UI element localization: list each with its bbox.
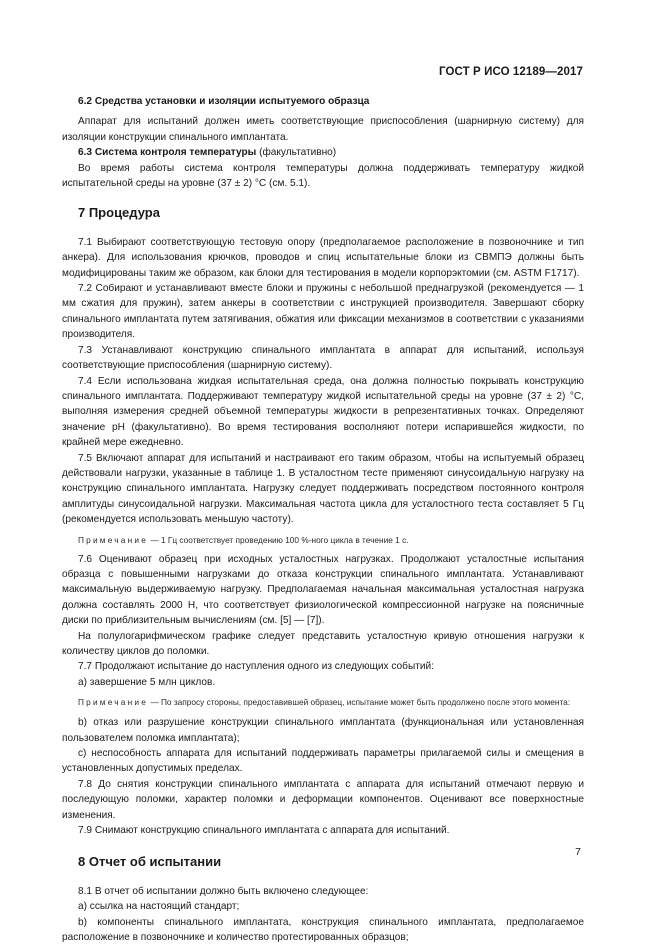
paragraph-7-6-graph: На полулогарифмическом графике следует представить усталостную кривую отношения нагрузки к количеству циклов до поломки. [62,630,584,657]
paragraph-7-2: 7.2 Собирают и устанавливают вместе блоки и пружины с небольшой преднагрузкой (рекомендуется — 1 мм сжатия для пружин), затем анкеры в соответствии с инструкцией производителя. Завершают сборку спинального имплантата путем затягивания, обжатия или фиксации механизмов в соответствии с указаниями производителя. [62,283,584,341]
paragraph-7-6: 7.6 Оценивают образец при исходных усталостных нагрузках. Продолжают усталостные испытания образца с повышенными нагрузками до отказа конструкции спинального имплантата. Устанавливают максимальную выдерживаемую нагрузку. Предполагаемая начальная максимальная усталостная нагрузка должна составлять 2000 Н, что соответствует физиологической компрессионной нагрузке на поясничные диски по приблизительным вычислениям (см. [5] — [7]). [62,553,584,627]
paragraph-8-1: 8.1 В отчет об испытании должно быть включено следующее: [78,885,369,897]
list-item-8-1-a: а) ссылка на настоящий стандарт; [78,901,240,913]
list-item-7-7-b: b) отказ или разрушение конструкции спинального имплантата (функциональная или установленная пользователем поломка имплантата); [62,717,584,744]
note-2 [62,695,584,709]
page-number: 7 [575,846,581,858]
document-id: ГОСТ Р ИСО 12189—2017 [438,66,583,78]
paragraph-7-3: 7.3 Устанавливают конструкцию спинального имплантата в аппарат для испытаний, используя соответствующие приспособления (шарнирную систему). [62,344,584,372]
paragraph-7-4: 7.4 Если использована жидкая испытательная среда, она должна полностью покрывать конструкцию спинального имплантата. Поддерживают температуру жидкой испытательной среды на уровне (37 ± 2) °С, выполняя измерения средней объемной температуры жидкости в репрезентативных точках. Определяют значение pH (факультативно). Во время тестирования восполняют потери испарившейся жидкости, по крайней мере ежедневно. [62,375,584,449]
subsection-6-3-suffix: (факультативно) [256,147,337,159]
section-7-heading: 7 Процедура [78,205,160,221]
note-2-label: Примечание [78,697,149,708]
note-2-text: — По запросу стороны, предоставившей образец, испытание может быть продолжено после этого момента: [148,697,571,708]
note-1-label: Примечание [78,534,149,545]
list-item-7-7-a: а) завершение 5 млн циклов. [78,676,216,688]
paragraph-7-7: 7.7 Продолжают испытание до наступления одного из следующих событий: [78,661,434,673]
paragraph-7-8: 7.8 До снятия конструкции спинального имплантата с аппарата для испытаний отмечают первую и последующую поломки, характер поломки и деформации компонентов. Оценивают все поверхностные изменения. [62,778,584,821]
subsection-6-2-heading: 6.2 Средства установки и изоляции испытуемого образца [78,96,370,107]
note-1 [62,533,584,547]
paragraph-7-5: 7.5 Включают аппарат для испытаний и настраивают его таким образом, чтобы на испытуемый образец действовали нагрузки, указанные в таблице 1. В усталостном тесте применяют синусоидальную нагрузку на конструкцию спинального имплантата. Нагрузку следует поддерживать посредством постоянного контроля амплитуды синусоидальной нагрузки. Максимальная частота цикла для усталостного теста составляет 5 Гц (рекомендуется использовать меньшую частоту). [62,452,584,526]
section-8-heading: 8 Отчет об испытании [78,854,222,870]
subsection-6-3-title: 6.3 Система контроля температуры [78,147,257,159]
paragraph-7-1: 7.1 Выбирают соответствующую тестовую опору (предполагаемое расположение в позвоночнике и тип анкера). Для использования крючков, проводов и спиц испытательные блоки из СВМПЭ должны быть модифицированы таким же образом, как блоки для тестирования в модели корпорэктомии (см. ASTM F1717). [62,236,584,279]
subsection-6-2-text: Аппарат для испытаний должен иметь соответствующие приспособления (шарнирную систему) для изоляции конструкции спинального имплантата. [62,116,584,143]
list-item-8-1-b: b) компоненты спинального имплантата, конструкция спинального имплантата, предполагаемое расположение в позвоночнике и количество протестированных образцов; [62,916,584,944]
page-content [62,94,584,946]
paragraph-7-9: 7.9 Снимают конструкцию спинального имплантата с аппарата для испытаний. [78,825,450,837]
list-item-7-7-c: c) неспособность аппарата для испытаний поддерживать параметры прилагаемой силы и смещения в установленных допустимых пределах. [62,748,584,775]
subsection-6-3-text: Во время работы система контроля температуры должна поддерживать температуру жидкой испытательной среды на уровне (37 ± 2) °С (см. 5.1). [62,162,584,190]
subsection-6-3-heading [62,145,584,160]
note-1-text: — 1 Гц соответствует проведению 100 %-ного цикла в течение 1 с. [148,534,409,545]
